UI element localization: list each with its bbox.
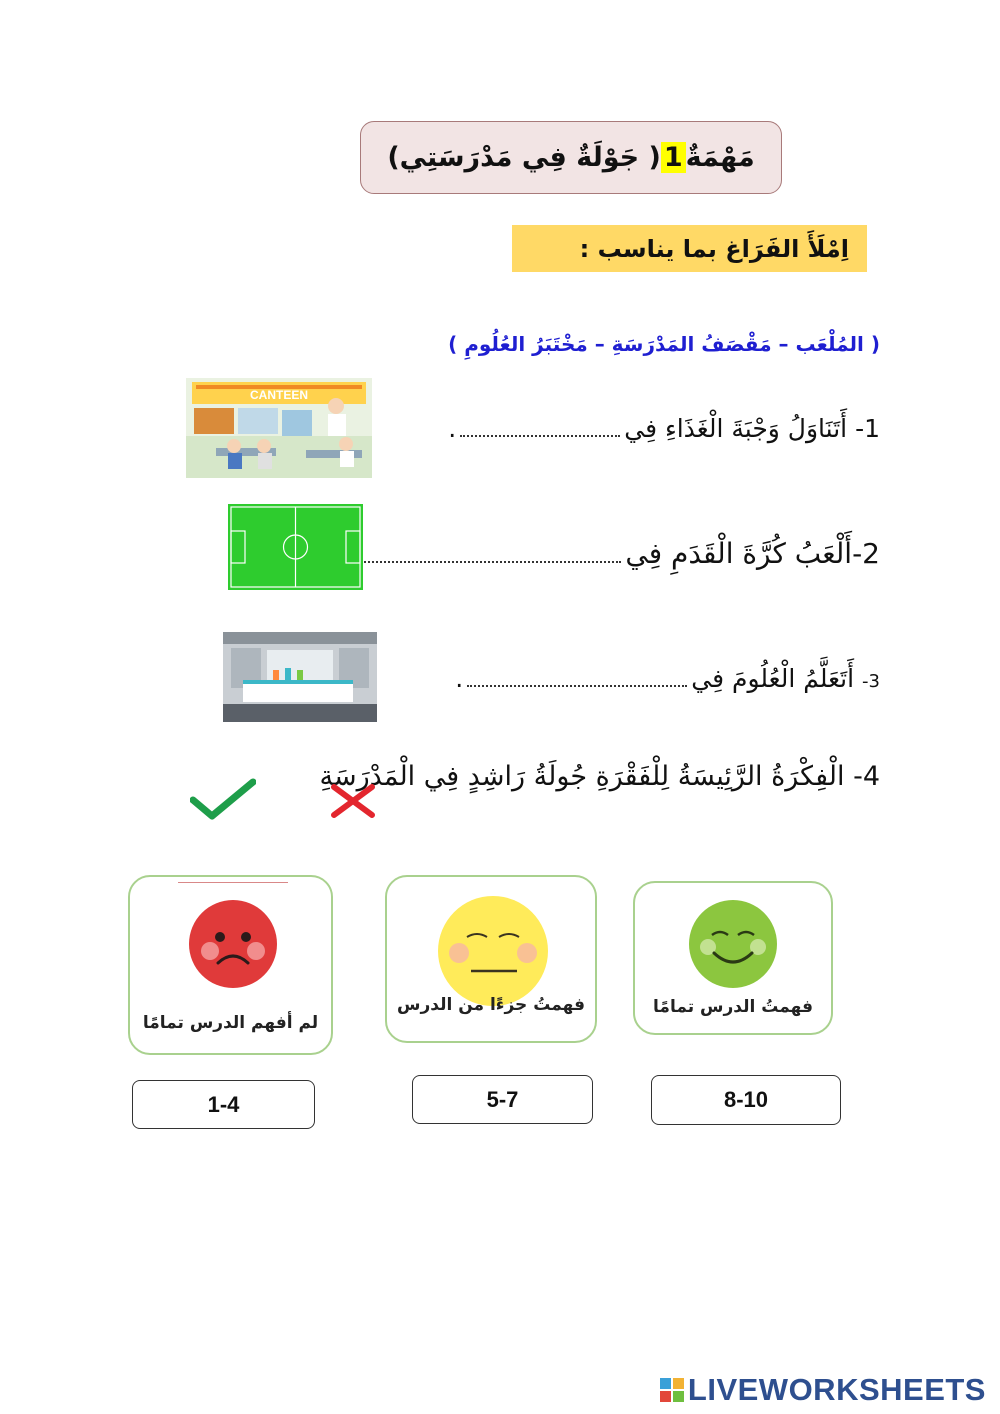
happy-face-icon — [688, 899, 778, 989]
liveworksheets-logo — [660, 1372, 986, 1408]
question-3-number: 3- — [862, 671, 880, 692]
question-3-text: أَتَعَلَّمُ الْعُلُومَ فِي — [691, 664, 863, 693]
checkmark-icon — [190, 778, 256, 822]
feedback-neutral-label: فهمتُ جزءًا من الدرس — [397, 995, 585, 1015]
title-before: مَهْمَةٌ — [685, 142, 755, 173]
question-1-tail: . — [448, 414, 457, 443]
question-1-number: 1- — [855, 414, 880, 443]
false-cross-option[interactable] — [330, 783, 376, 819]
range-box-1-4[interactable]: 1-4 — [132, 1080, 315, 1129]
question-4 — [320, 761, 880, 792]
question-4-text: الْفِكْرَةُ الرَّئِيسَةُ لِلْفَقْرَةِ جُولَةُ رَاشِدٍ فِي الْمَدْرَسَةِ — [319, 761, 854, 792]
instruction-text: اِمْلَأَ الفَرَاغ بما يناسب : — [579, 234, 849, 263]
answer-blank-1[interactable] — [460, 429, 620, 437]
title-after: ( جَوْلَةٌ فِي مَدْرَسَتِي) — [387, 142, 661, 173]
brand-text: LIVEWORKSHEETS — [687, 1372, 986, 1407]
word-bank: ( المُلْعَب – مَقْصَفُ المَدْرَسَةِ – مَخْتَبَرُ العُلُومِ ) — [448, 332, 880, 356]
title-number: 1 — [661, 142, 686, 173]
feedback-happy-label: فهمتُ الدرس تمامًا — [653, 997, 813, 1017]
question-1-text: أَتَنَاوَلُ وَجْبَةَ الْغَذَاءِ فِي — [624, 414, 856, 443]
answer-blank-3[interactable] — [467, 679, 687, 687]
question-2 — [348, 537, 880, 570]
canteen-sign: CANTEEN — [249, 388, 309, 402]
card-decor-line — [178, 882, 288, 883]
neutral-face-icon — [437, 895, 549, 1007]
true-checkmark-option[interactable] — [190, 778, 256, 822]
instruction-banner — [512, 225, 867, 272]
canteen-image — [186, 378, 372, 478]
question-3 — [455, 664, 880, 693]
science-lab-image — [223, 632, 377, 722]
feedback-sad-label: لم أفهم الدرس تمامًا — [142, 1013, 319, 1033]
sad-face-icon — [188, 899, 278, 989]
football-field-image — [228, 504, 363, 590]
feedback-card-happy[interactable] — [633, 881, 833, 1035]
feedback-card-sad[interactable] — [128, 875, 333, 1055]
question-4-number: 4- — [853, 761, 880, 792]
range-box-5-7[interactable]: 5-7 — [412, 1075, 593, 1124]
question-1 — [448, 414, 880, 443]
question-2-number: 2- — [852, 537, 880, 570]
question-2-text: أَلْعَبُ كُرَّةَ الْقَدَمِ فِي — [625, 537, 853, 570]
answer-blank-2[interactable] — [361, 555, 621, 563]
range-box-8-10[interactable]: 8-10 — [651, 1075, 841, 1125]
task-title — [360, 121, 782, 194]
cross-icon — [330, 783, 376, 819]
logo-grid-icon — [660, 1378, 684, 1402]
feedback-card-neutral[interactable] — [385, 875, 597, 1043]
question-3-tail: . — [455, 664, 464, 693]
